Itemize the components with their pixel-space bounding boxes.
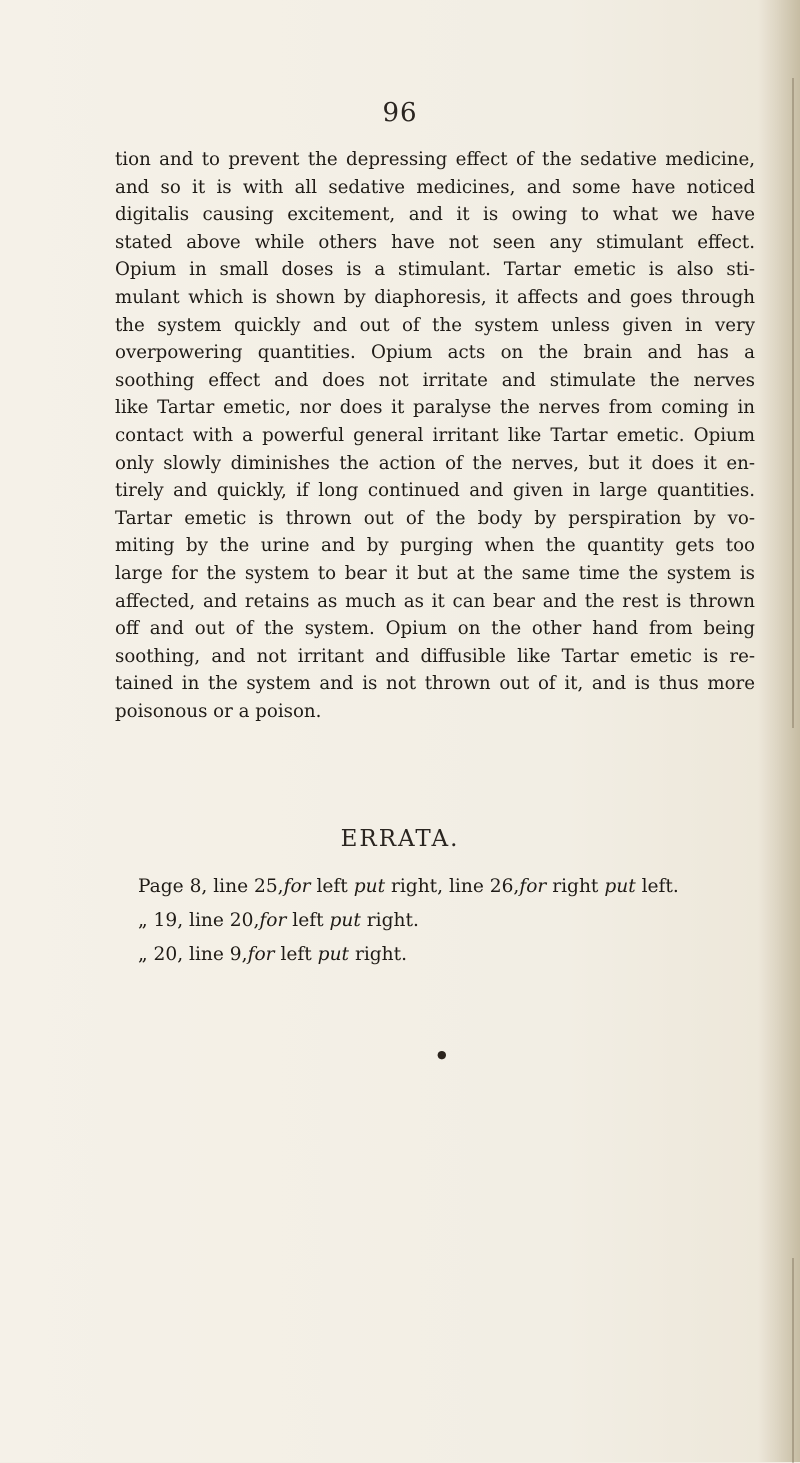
errata-text: left — [286, 910, 330, 931]
errata-put: put — [604, 876, 636, 897]
text-line: affected, and retains as much as it can bear and the rest is thrown — [115, 590, 755, 612]
errata-put: put — [353, 876, 386, 897]
errata-prefix: „ 20, line 9, — [138, 944, 248, 965]
errata-put: put — [317, 944, 350, 965]
text-line: contact with a powerful general irritant like Tartar emetic. Opium — [115, 424, 755, 446]
errata-for: for — [259, 910, 287, 931]
ornament-dot: ● — [437, 1048, 447, 1061]
text-line: mulant which is shown by diaphoresis, it affects and goes through — [115, 286, 755, 308]
errata-for: for — [519, 876, 547, 897]
text-line: only slowly diminishes the action of the nerves, but it does it en- — [115, 452, 755, 474]
text-line: large for the system to bear it but at the same time the system is — [115, 562, 755, 584]
errata-text: right — [546, 876, 605, 897]
errata-text: left — [274, 944, 318, 965]
text-line: soothing, and not irritant and diffusible like Tartar emetic is re- — [115, 645, 755, 667]
text-line: tirely and quickly, if long continued and given in large quantities. — [115, 480, 755, 502]
text-line: Tartar emetic is thrown out of the body by perspiration by vo- — [115, 507, 755, 529]
text-line: digitalis causing excitement, and it is owing to what we have — [115, 204, 755, 226]
errata-put: put — [329, 910, 361, 931]
page-number: 96 — [382, 98, 418, 128]
errata-for: for — [247, 944, 275, 965]
errata-text: right. — [360, 910, 419, 931]
text-line: miting by the urine and by purging when the quantity gets too — [115, 535, 755, 557]
text-line: stated above while others have not seen any stimulant effect. — [115, 231, 755, 253]
text-line: soothing effect and does not irritate and stimulate the nerves — [115, 369, 755, 391]
text-line: poisonous or a poison. — [115, 700, 322, 722]
errata-prefix: Page 8, line 25, — [138, 876, 284, 897]
errata-prefix: „ 19, line 20, — [138, 910, 260, 931]
errata-entry — [138, 870, 778, 904]
text-line: the system quickly and out of the system unless given in very — [115, 314, 755, 336]
text-line: overpowering quantities. Opium acts on the brain and has a — [115, 342, 755, 364]
errata-list — [138, 870, 778, 972]
errata-text: left. — [635, 876, 679, 897]
main-paragraph — [115, 146, 755, 725]
text-line: like Tartar emetic, nor does it paralyse the nerves from coming in — [115, 397, 755, 419]
text-line: Opium in small doses is a stimulant. Tartar emetic is also sti- — [115, 259, 755, 281]
errata-entry — [138, 904, 778, 938]
text-line: tion and to prevent the depressing effect of the sedative medicine, — [115, 149, 755, 170]
text-line: and so it is with all sedative medicines, and some have noticed — [115, 176, 755, 198]
text-line: tained in the system and is not thrown out of it, and is thus more — [115, 673, 755, 695]
page-edge-stain — [770, 1258, 794, 1463]
errata-text: left — [310, 876, 354, 897]
errata-entry — [138, 938, 778, 972]
errata-for: for — [283, 876, 311, 897]
text-line: off and out of the system. Opium on the other hand from being — [115, 618, 755, 640]
errata-text: right. — [349, 944, 408, 965]
errata-text: right, line 26, — [385, 876, 520, 897]
page-edge-stain — [770, 78, 794, 728]
errata-title: ERRATA. — [340, 826, 460, 852]
